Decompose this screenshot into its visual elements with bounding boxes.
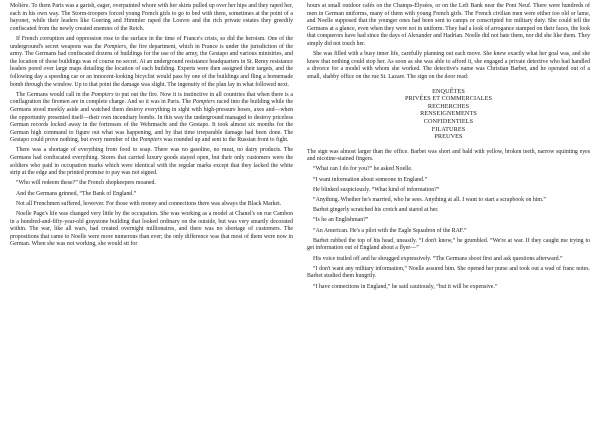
paragraph: Barbet rubbed the top of his head, uneasily. “I don't know,” he grumbled. “We're at war. If they caught me trying to get information out of England about a flyer—” xyxy=(307,237,590,252)
paragraph: His voice trailed off and he shrugged expressively. “The Germans shoot first and ask questions afterward.” xyxy=(313,255,563,262)
left-column xyxy=(10,3,293,424)
paragraph: And the Germans grinned, “The Bank of England.” xyxy=(16,190,137,197)
paragraph: There was a shortage of everything from food to soap. There was no gasoline, no meat, no dairy products. The Germans had confiscated everything. Stores that carried luxury goods stayed open, but their only customers were the soldiers who paid in occupation marks which were identical with the regular marks except that they lacked the white strip at the edge and the printed promise to pay was not signed. xyxy=(10,147,293,177)
sign-line: CONFIDENTIELS xyxy=(423,117,474,125)
paragraph: “Who will redeem these?” the French shopkeepers moaned. xyxy=(16,180,156,187)
paragraph: “Anything. Whether he's married, who he sees. Anything at all. I want to start a scrapbook on him.” xyxy=(313,197,547,204)
paragraph: “I have connections in England,” he said cautiously, “but it will be expensive.” xyxy=(313,283,498,290)
paragraph: Barbet gingerly scratched his crotch and stared at her. xyxy=(313,207,439,214)
paragraph: “I want information about someone in England.” xyxy=(313,176,428,183)
paragraph: She was filled with a busy inner life, carefully planning out each move. She knew exactly what her goal was, and she knew that nothing could stop her. As soon as she was able to afford it, she engaged a private detective who had handled a divorce for a model with whom she worked. The detective's name was Christian Barbet, and he operated out of a small, shabby office on the rue St. Lazare. The sign on the door read: xyxy=(307,51,590,80)
paragraph: The Germans would call in the Pompiers to put out the fire. Now it is instinctive in all countries that when there is a conflagration the firemen are in complete charge. And so it was in Paris. The Pompiers raced into the building while the Germans stood meekly aside and watched them destroy everything in sight with high-pressure hoses, axes and—when the opportunity presented itself—their own incendiary bombs. In this way the underground managed to destroy priceless German records locked away in the fortresses of the Wehrmacht and the Gestapo. It took almost six months for the German high command to figure out what was happening, and by that time irreparable damage had been done. The Gestapo could prove nothing, but every member of the Pompiers was rounded up and sent to the Russian front to fight. xyxy=(10,91,293,144)
sign-line: PREUVES xyxy=(434,133,463,141)
paragraph: Not all Frenchmen suffered, however. For those with money and connections there was always the Black Market. xyxy=(16,200,282,207)
paragraph: “What can I do for you?” he asked Noelle. xyxy=(313,166,413,173)
right-column xyxy=(307,3,590,424)
paragraph: Molière. To them Paris was a garish, eager, overpainted whore with her skirts pulled up over her hips and they raped her, each in his own way. The Storm-troopers forced young French girls to go to bed with them, sometimes at the point of a bayonet, while their leaders like Goering and Himmler raped the Louvre and the rich private estates they greedily confiscated from the newly created enemies of the Reich. xyxy=(10,3,293,32)
paragraph: He blinked suspiciously. “What kind of information?” xyxy=(313,186,440,193)
sign-line: ENQUÊTES xyxy=(432,87,465,95)
paragraph: Noelle Page's life was changed very little by the occupation. She was working as a model at Chanel's on rue Cambon in a hundred-and-fifty-year-old graystone building that looked ordinary on the outside, but was very smartly decorated within. The war, like all wars, had created overnight millionaires, and there was no shortage of customers. The propositions that came to Noelle were more numerous than ever; the only difference was that most of them were now in German. When she was not working, she would sit for xyxy=(10,211,293,248)
paragraph: “Is he an Englishman?” xyxy=(313,217,369,224)
sign-line: RECHERCHES xyxy=(427,102,470,110)
paragraph: If French corruption and oppression rose to the surface in the time of France's crisis, so did the heroism. One of the underground's secret weapons was the Pompiers, the fire department, which in France is under the jurisdiction of the army. The Germans had confiscated dozens of buildings for the use of the army, the Gestapo and various ministries, and the location of those buildings was of course no secret. At an underground resistance headquarters in St. Remy resistance leaders pored over large maps detailing the location of each building. Experts were then assigned their targets, and the following day a speeding car or an innocent-looking bicyclist would pass by one of the buildings and fling a homemade bomb through the window. Up to that point the damage was slight. The ingenuity of the plan lay in what followed next. xyxy=(10,35,294,88)
paragraph: The sign was almost larger than the office. Barbet was short and bald with yellow, broken teeth, narrow squinting eyes and nicotine-stained fingers. xyxy=(307,148,590,163)
paragraph: hours at small outdoor cafés on the Champs-Élysées, or on the Left Bank near the Pont Neuf. There were hundreds of men in German uniforms, many of them with young French girls. The French civilian men were either too old or lame, and Noelle supposed that the younger ones had been sent to camps or conscripted for military duty. She could tell the Germans at a glance, even when they were not in uniform. They had a look of arrogance stamped on their faces, the look that conquerors have had since the days of Alexander and Hadrian. Noelle did not hate them, nor did she like them. They simply did not touch her. xyxy=(307,3,590,47)
paragraph: “I don't want any military information,” Noelle assured him. She opened her purse and took out a wad of franc notes. Barbet studied them hungrily. xyxy=(307,265,590,280)
sign-line: FILATURES xyxy=(431,125,466,133)
office-sign xyxy=(307,88,590,141)
paragraph: “An American. He's a pilot with the Eagle Squadron of the RAF.” xyxy=(313,227,467,234)
sign-line: RENSEIGNEMENTS xyxy=(420,110,477,118)
sign-line: PRIVÉES ET COMMERCIALES xyxy=(404,95,493,103)
